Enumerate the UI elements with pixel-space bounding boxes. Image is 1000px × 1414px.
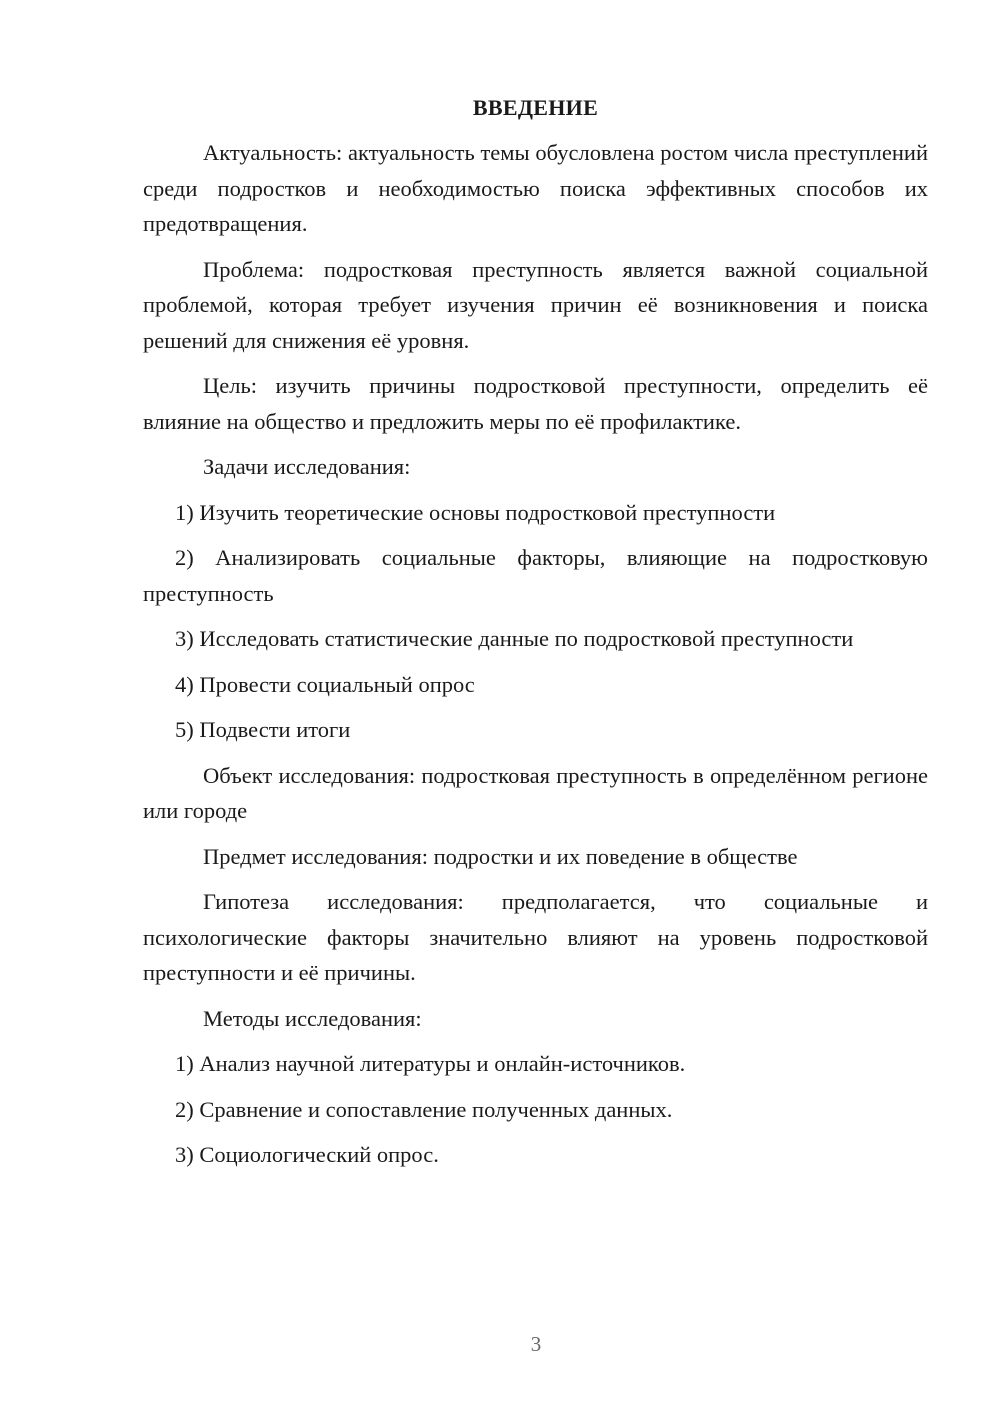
task-item: 1) Изучить теоретические основы подростковой преступности	[175, 499, 776, 525]
methods-heading: Методы исследования:	[203, 1005, 422, 1031]
subject-paragraph: Предмет исследования: подростки и их поведение в обществе	[203, 843, 798, 869]
relevance-paragraph: Актуальность: актуальность темы обусловлена ростом числа преступлений среди подростков и необходимостью поиска эффективных способов их предотвращения.	[143, 140, 928, 236]
task-item: 5) Подвести итоги	[175, 717, 351, 742]
hypothesis-paragraph: Гипотеза исследования: предполагается, что социальные и психологические факторы значительно влияют на уровень подростковой преступности и её причины.	[143, 889, 928, 985]
task-item: 2) Анализировать социальные факторы, влияющие на подростковую преступность	[143, 545, 928, 606]
object-paragraph: Объект исследования: подростковая преступность в определённом регионе или городе	[143, 762, 928, 823]
document-page	[143, 93, 928, 1183]
tasks-heading: Задачи исследования:	[203, 454, 411, 479]
page-number: 3	[530, 1332, 542, 1356]
goal-paragraph: Цель: изучить причины подростковой преступности, определить её влияние на общество и предложить меры по её профилактике.	[143, 373, 928, 434]
page-title: ВВЕДЕНИЕ	[472, 95, 599, 120]
document-body	[143, 135, 928, 1173]
task-item: 3) Исследовать статистические данные по подростковой преступности	[175, 626, 854, 651]
method-item: 2) Сравнение и сопоставление полученных данных.	[175, 1096, 673, 1122]
method-item: 1) Анализ научной литературы и онлайн-источников.	[175, 1051, 686, 1076]
method-item: 3) Социологический опрос.	[175, 1142, 439, 1167]
task-item: 4) Провести социальный опрос	[175, 671, 475, 697]
problem-paragraph: Проблема: подростковая преступность является важной социальной проблемой, которая требует изучения причин её возникновения и поиска решений для снижения её уровня.	[143, 256, 928, 353]
